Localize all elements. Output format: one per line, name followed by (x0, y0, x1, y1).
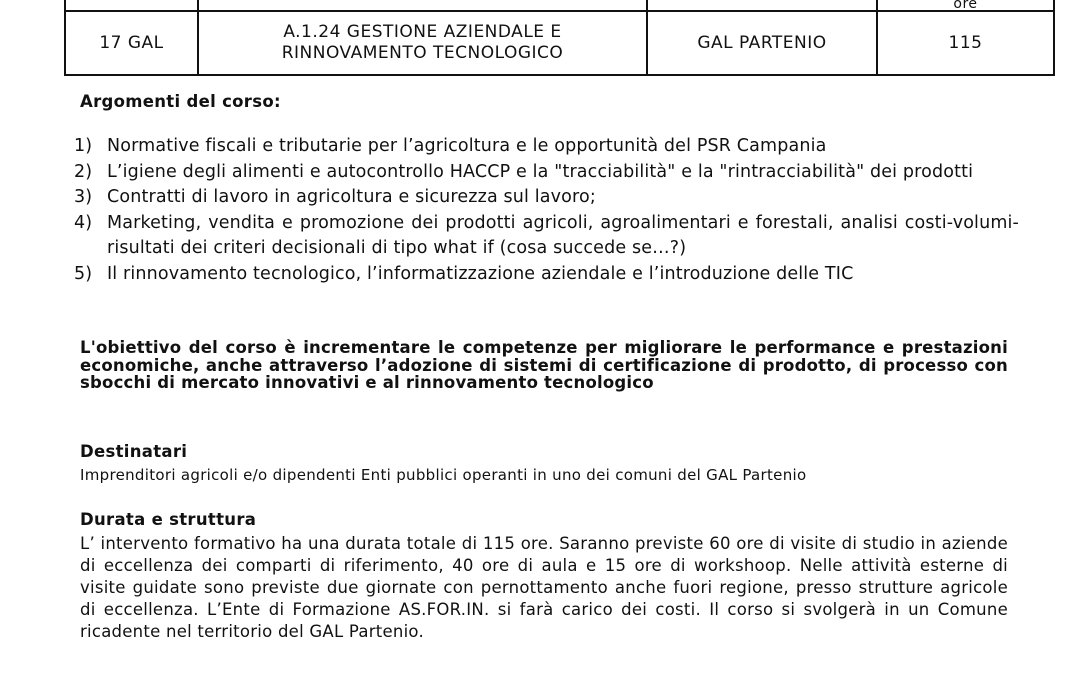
list-item-text: Contratti di lavoro in agricoltura e sicurezza sul lavoro; (107, 187, 596, 207)
list-item (74, 134, 1019, 160)
list-item (74, 185, 1019, 211)
table-header-row-fragment (65, 0, 1054, 11)
list-item-number: 3) (74, 187, 93, 207)
duration-heading: Durata e struttura (80, 510, 257, 529)
table-row (65, 11, 1054, 75)
list-item (74, 262, 1019, 288)
recipients-heading: Destinatari (80, 442, 188, 461)
list-item-text: Normative fiscali e tributarie per l’agricoltura e le opportunità del PSR Campania (107, 136, 827, 156)
list-item-text: L’igiene degli alimenti e autocontrollo HACCP e la "tracciabilità" e la "rintracciabilità" dei prodotti (107, 161, 974, 182)
topics-list (74, 134, 1019, 287)
course-title-line2: RINNOVAMENTO TECNOLOGICO (281, 43, 564, 63)
objective-paragraph: L'obiettivo del corso è incrementare le competenze per migliorare le performance e prestazioni economiche, anche attraverso l’adozione di sistemi di certificazione di prodotto, di processo con sbocchi di mercato innovativi e al rinnovamento tecnologico (80, 338, 1008, 392)
list-item (74, 211, 1019, 262)
list-item-number: 2) (74, 161, 93, 182)
list-item-number: 5) (74, 263, 93, 284)
recipients-text: Imprenditori agricoli e/o dipendenti Enti pubblici operanti in uno dei comuni del GAL Partenio (80, 466, 807, 484)
duration-text: L’ intervento formativo ha una durata totale di 115 ore. Saranno previste 60 ore di visite di studio in aziende di eccellenza dei comparti di riferimento, 40 ore di aula e 15 ore di workshoop. Nelle attività esterne di visite guidate sono previste due giornate con pernottamento anche fuori regione, presso strutture agricole di eccellenza. L’Ente di Formazione AS.FOR.IN. si farà carico dei costi. Il corso si svolgerà in un Comune ricadente nel territorio del GAL Partenio. (80, 534, 1008, 641)
table-cell-hours-header (877, 0, 1054, 11)
course-table (64, 0, 1055, 76)
arguments-heading: Argomenti del corso: (80, 92, 281, 111)
course-title-line1: A.1.24 GESTIONE AZIENDALE E (283, 22, 562, 42)
list-item-number: 4) (74, 212, 93, 233)
course-title-cell (198, 11, 647, 75)
course-entity-cell: GAL PARTENIO (647, 11, 877, 75)
table-cell (198, 0, 647, 11)
list-item-text: Il rinnovamento tecnologico, l’informatizzazione aziendale e l’introduzione delle TIC (107, 263, 854, 284)
table-cell (65, 0, 198, 11)
list-item (74, 160, 1019, 186)
list-item-number: 1) (74, 136, 93, 156)
table-cell (647, 0, 877, 11)
course-code-cell: 17 GAL (65, 11, 198, 75)
course-hours-cell: 115 (877, 11, 1054, 75)
list-item-text: Marketing, vendita e promozione dei prodotti agricoli, agroalimentari e forestali, analisi costi-volumi-risultati dei criteri decisionali di tipo what if (cosa succede se…?) (107, 212, 1019, 258)
hours-header-fragment: ore (953, 0, 978, 12)
